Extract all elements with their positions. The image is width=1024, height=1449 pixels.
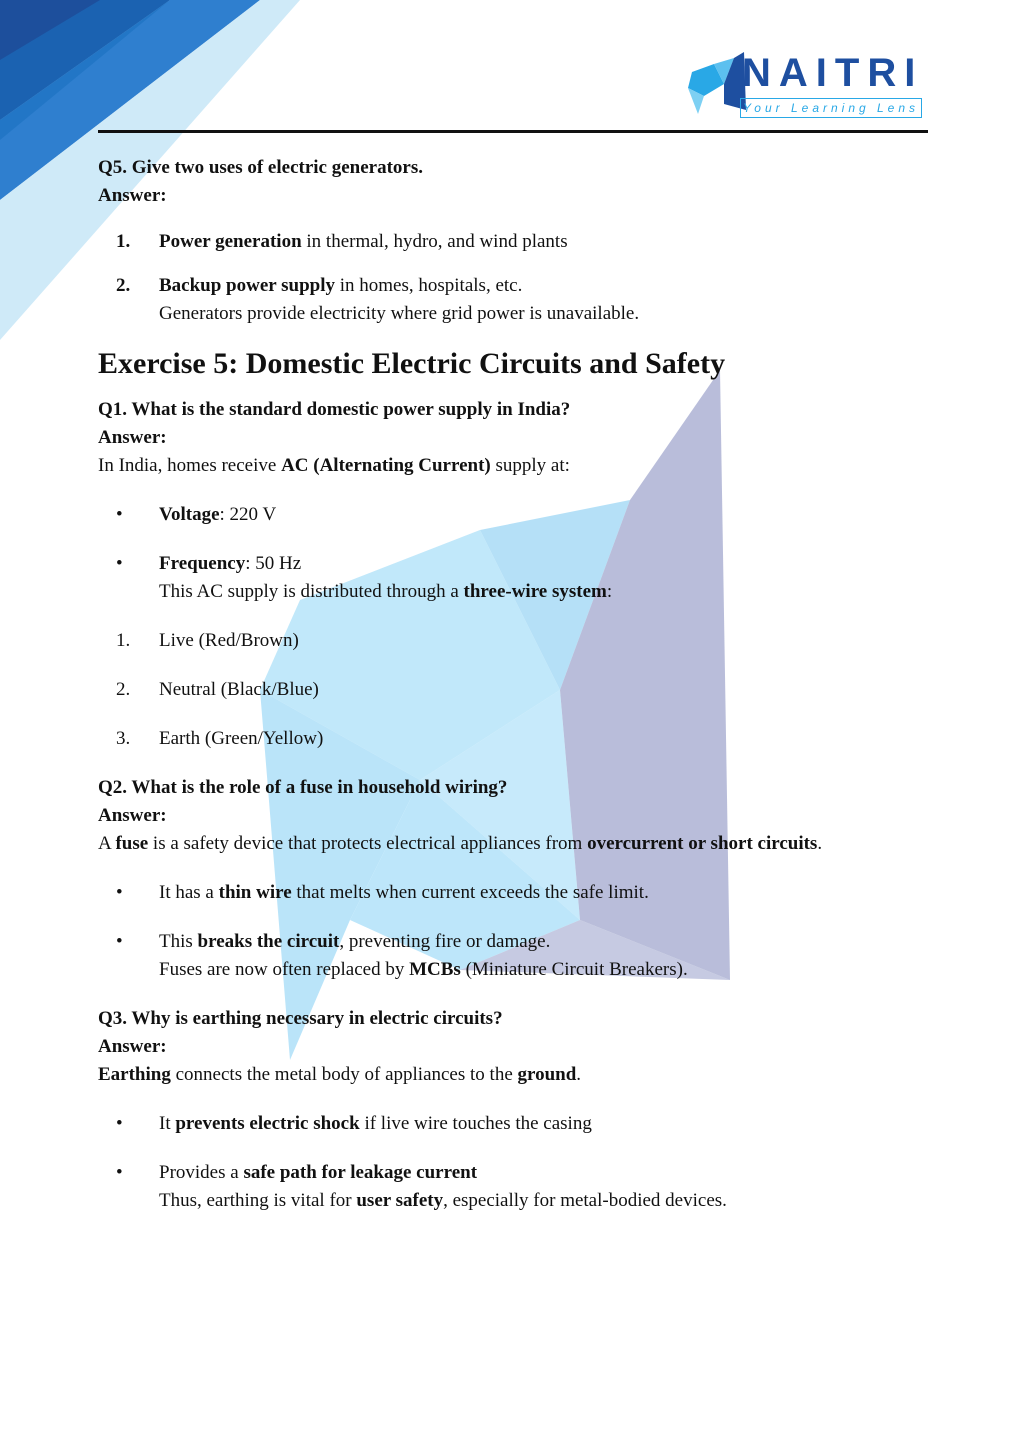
question-q2: Q2. What is the role of a fuse in household wiring? [98, 777, 508, 798]
bullet-item: • Voltage: 220 V [98, 501, 928, 529]
answer-intro: Earthing connects the metal body of appliances to the ground. [98, 1064, 582, 1085]
list-item: 1. Live (Red/Brown) [98, 627, 928, 655]
bullet-marker: • [116, 1113, 123, 1134]
answer-intro: In India, homes receive AC (Alternating Current) supply at: [98, 455, 570, 476]
list-item: 1. Power generation in thermal, hydro, and wind plants [98, 228, 928, 256]
bullet-marker: • [116, 1162, 123, 1183]
answer-label: Answer: [98, 427, 167, 448]
question-q1: Q1. What is the standard domestic power supply in India? [98, 399, 571, 420]
exercise-title: Exercise 5: Domestic Electric Circuits and Safety [98, 347, 726, 380]
list-item: 3. Earth (Green/Yellow) [98, 725, 928, 753]
brand-tagline: Your Learning Lens [740, 98, 922, 118]
question-q5: Q5. Give two uses of electric generators. [98, 157, 424, 178]
bullet-marker: • [116, 931, 123, 952]
list-marker: 3. [116, 728, 131, 749]
list-note: Generators provide electricity where grid power is unavailable. [159, 303, 640, 324]
answer-label: Answer: [98, 1036, 167, 1057]
bullet-item: • Frequency: 50 Hz This AC supply is distributed through a three-wire system: [98, 550, 928, 606]
bullet-marker: • [116, 882, 123, 903]
list-marker: 2. [116, 275, 131, 296]
bullet-item: • It has a thin wire that melts when current exceeds the safe limit. [98, 879, 928, 907]
brand-logo [684, 50, 934, 122]
header-rule [98, 130, 928, 133]
bullet-item: • It prevents electric shock if live wire touches the casing [98, 1110, 928, 1138]
bullet-marker: • [116, 553, 123, 574]
list-marker: 1. [116, 231, 131, 252]
list-item: 2. Neutral (Black/Blue) [98, 676, 928, 704]
answer-label: Answer: [98, 185, 167, 206]
bullet-marker: • [116, 504, 123, 525]
list-marker: 2. [116, 679, 131, 700]
answer-label: Answer: [98, 805, 167, 826]
question-q3: Q3. Why is earthing necessary in electric circuits? [98, 1008, 503, 1029]
bullet-item: • This breaks the circuit, preventing fire or damage. Fuses are now often replaced by MCBs (Miniature Circuit Breakers). [98, 928, 928, 984]
list-marker: 1. [116, 630, 131, 651]
document-body [98, 154, 928, 1215]
list-item: 2. Backup power supply in homes, hospitals, etc. Generators provide electricity where grid power is unavailable. [98, 272, 928, 328]
answer-intro: A fuse is a safety device that protects electrical appliances from overcurrent or short circuits. [98, 833, 823, 854]
bullet-item: • Provides a safe path for leakage current Thus, earthing is vital for user safety, especially for metal-bodied devices. [98, 1159, 928, 1215]
brand-name: NAITRI [742, 51, 924, 95]
